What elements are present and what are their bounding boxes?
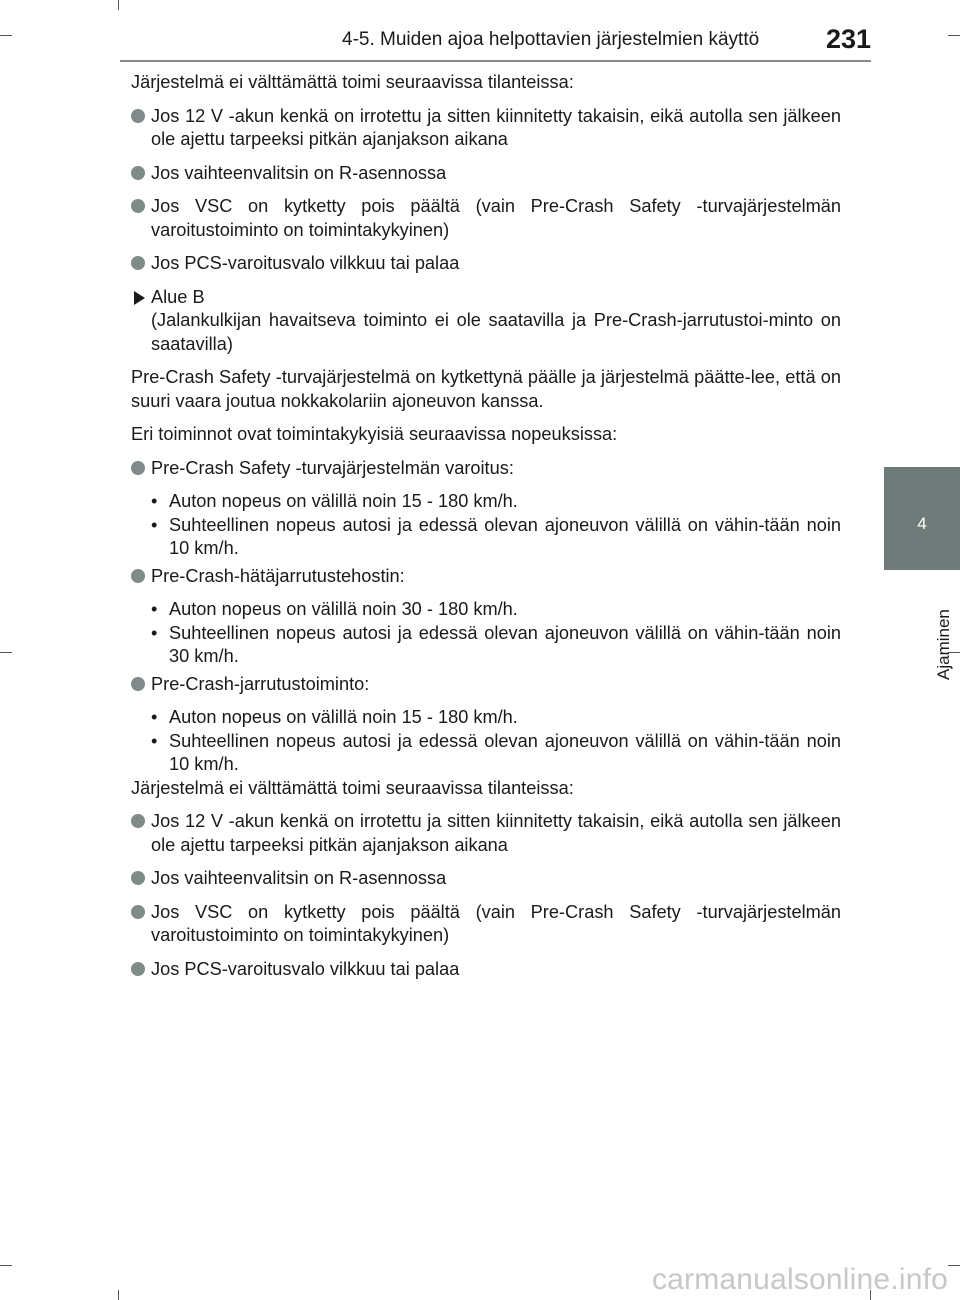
bullet-text: Jos vaihteenvalitsin on R-asennossa (151, 162, 447, 183)
area-title: Alue B (151, 286, 205, 307)
bullet-dot-icon (131, 166, 145, 180)
sub-item (131, 598, 841, 622)
crop-mark (948, 35, 960, 36)
sub-item-text: Auton nopeus on välillä noin 15 - 180 km/h. (169, 491, 518, 511)
sub-bullet-icon: • (151, 599, 158, 619)
bullet-dot-icon (131, 905, 145, 919)
bullet-text: Jos VSC on kytketty pois päältä (vain Pre-Crash Safety -turvajärjestelmän varoitustoiminto on toimintakykyinen) (151, 196, 841, 240)
bullet-item (131, 457, 841, 481)
sub-list (131, 490, 841, 561)
paragraph: Pre-Crash Safety -turvajärjestelmä on kytkettynä päälle ja järjestelmä päätte-lee, että on suuri vaara joutua nokkakolariin ajoneuvon kanssa. (131, 367, 841, 411)
bullet-item (131, 252, 841, 276)
sub-item-text: Auton nopeus on välillä noin 30 - 180 km/h. (169, 599, 518, 619)
bullet-dot-icon (131, 569, 145, 583)
sub-item (131, 490, 841, 514)
bullet-item (131, 565, 841, 589)
crop-mark (118, 1290, 119, 1300)
bullet-text: Pre-Crash-hätäjarrutustehostin: (151, 565, 405, 586)
bullet-dot-icon (131, 199, 145, 213)
bullet-item (131, 162, 841, 186)
sub-item (131, 622, 841, 669)
area-heading (131, 286, 841, 357)
header-rule (120, 60, 871, 62)
sub-bullet-icon: • (151, 730, 158, 751)
bullet-item (131, 673, 841, 697)
chapter-label (934, 609, 954, 680)
sub-bullet-icon: • (151, 491, 158, 511)
bullet-item (131, 810, 841, 857)
crop-mark (0, 1265, 12, 1266)
sub-item-text: Suhteellinen nopeus autosi ja edessä olevan ajoneuvon välillä on vähin-tään noin 30 km/h. (169, 622, 841, 666)
bullet-text: Pre-Crash Safety -turvajärjestelmän varoitus: (151, 457, 514, 478)
bullet-dot-icon (131, 962, 145, 976)
sub-item-text: Suhteellinen nopeus autosi ja edessä olevan ajoneuvon välillä on vähin-tään noin 10 km/h. (169, 514, 841, 558)
area-note: (Jalankulkijan havaitseva toiminto ei ole saatavilla ja Pre-Crash-jarrutustoi-minto on saatavilla) (151, 310, 841, 354)
sub-list (131, 598, 841, 669)
bullet-text: Jos 12 V -akun kenkä on irrotettu ja sitten kiinnitetty takaisin, eikä autolla sen jälkeen ole ajettu tarpeeksi pitkän ajanjakson aikana (151, 105, 841, 149)
bullet-item (131, 195, 841, 242)
bullet-dot-icon (131, 461, 145, 475)
sub-bullet-icon: • (151, 622, 158, 643)
bullet-dot-icon (131, 871, 145, 885)
sub-item (131, 706, 841, 730)
bullet-text: Jos PCS-varoitusvalo vilkkuu tai palaa (151, 253, 460, 273)
sub-item-text: Auton nopeus on välillä noin 15 - 180 km/h. (169, 707, 518, 727)
bullet-item (131, 105, 841, 152)
bullet-item (131, 901, 841, 948)
bullet-text: Jos VSC on kytketty pois päältä (vain Pre-Crash Safety -turvajärjestelmän varoitustoiminto on toimintakykyinen) (151, 901, 841, 945)
paragraph: Järjestelmä ei välttämättä toimi seuraavissa tilanteissa: (131, 72, 574, 92)
chapter-number: 4 (917, 514, 927, 533)
sub-item (131, 514, 841, 561)
sub-bullet-icon: • (151, 514, 158, 535)
bullet-text: Jos PCS-varoitusvalo vilkkuu tai palaa (151, 958, 460, 979)
crop-mark (0, 652, 12, 653)
crop-mark (948, 1265, 960, 1266)
sub-list (131, 706, 841, 777)
bullet-dot-icon (131, 109, 145, 123)
triangle-arrow-icon (134, 291, 145, 305)
page-content (131, 71, 841, 991)
watermark: carmanualsonline.info (651, 1263, 948, 1296)
bullet-item (131, 867, 841, 891)
bullet-text: Jos 12 V -akun kenkä on irrotettu ja sitten kiinnitetty takaisin, eikä autolla sen jälkeen ole ajettu tarpeeksi pitkän ajanjakson aikana (151, 811, 841, 855)
sub-item-text: Suhteellinen nopeus autosi ja edessä olevan ajoneuvon välillä on vähin-tään noin 10 km/h. (169, 730, 841, 774)
page-number: 231 (825, 24, 871, 54)
chapter-label-text: Ajaminen (934, 609, 953, 680)
bullet-text: Pre-Crash-jarrutustoiminto: (151, 673, 370, 694)
bullet-dot-icon (131, 814, 145, 828)
sub-bullet-icon: • (151, 707, 158, 727)
crop-mark (0, 35, 12, 36)
sub-item (131, 730, 841, 777)
section-title: 4-5. Muiden ajoa helpottavien järjestelmien käyttö (342, 29, 760, 50)
bullet-dot-icon (131, 256, 145, 270)
bullet-item (131, 958, 841, 982)
paragraph: Eri toiminnot ovat toimintakykyisiä seuraavissa nopeuksissa: (131, 424, 618, 444)
bullet-dot-icon (131, 677, 145, 691)
paragraph: Järjestelmä ei välttämättä toimi seuraavissa tilanteissa: (131, 777, 574, 798)
bullet-text: Jos vaihteenvalitsin on R-asennossa (151, 868, 447, 888)
crop-mark (118, 0, 119, 10)
